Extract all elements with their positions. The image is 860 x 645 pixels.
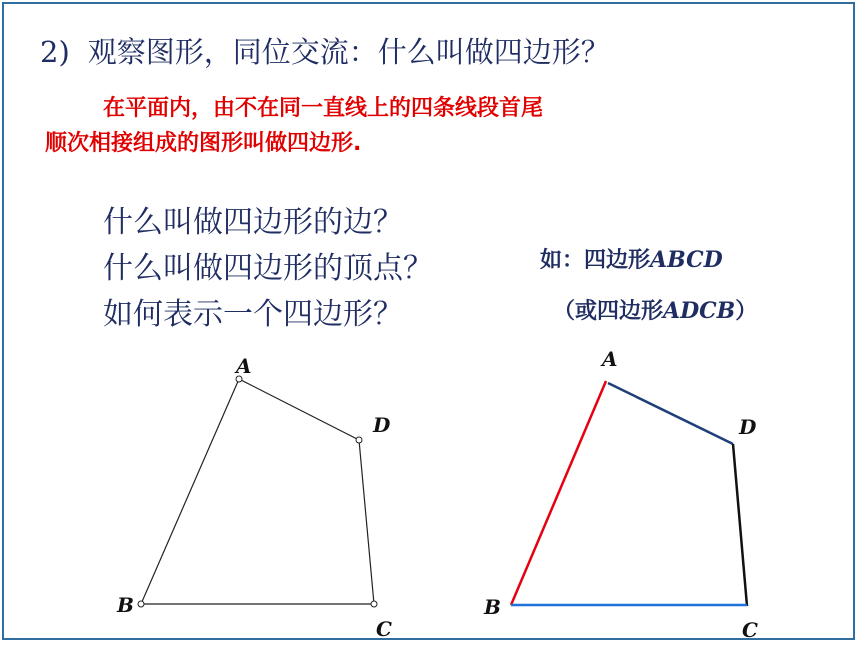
definition-line-1: 在平面内，由不在同一直线上的四条线段首尾 bbox=[103, 96, 544, 121]
left-label-d: D bbox=[373, 413, 391, 437]
question-notation: 如何表示一个四边形？ bbox=[103, 297, 403, 332]
right-label-a: A bbox=[602, 347, 618, 371]
right-label-b: B bbox=[484, 595, 501, 619]
left-label-a: A bbox=[236, 354, 252, 378]
right-label-d: D bbox=[739, 415, 757, 439]
question-edge: 什么叫做四边形的边？ bbox=[103, 205, 403, 240]
heading-text: 观察图形，同位交流：什么叫做四边形？ bbox=[87, 35, 610, 69]
definition-line-2: 顺次相接组成的图形叫做四边形. bbox=[45, 131, 362, 156]
quad-left-outline bbox=[141, 379, 374, 604]
side-dc bbox=[733, 444, 747, 606]
question-vertex: 什么叫做四边形的顶点？ bbox=[103, 251, 433, 286]
vertex-c-point bbox=[371, 601, 377, 607]
right-label-c: C bbox=[742, 618, 758, 642]
figure-right bbox=[483, 347, 758, 642]
vertex-b-point bbox=[138, 601, 144, 607]
example-suffix-2: ） bbox=[735, 298, 758, 324]
figure-left bbox=[116, 354, 392, 641]
example-name-2: ADCB bbox=[663, 298, 736, 324]
heading-number: 2) bbox=[40, 35, 70, 69]
left-label-c: C bbox=[376, 617, 392, 641]
side-ad bbox=[608, 383, 733, 444]
left-label-b: B bbox=[117, 593, 134, 617]
vertex-d-point bbox=[356, 437, 362, 443]
example-prefix-2: （或四边形 bbox=[553, 298, 664, 324]
example-name-1: ABCD bbox=[650, 247, 723, 273]
example-prefix-1: 如：四边形 bbox=[540, 247, 651, 273]
side-ab bbox=[511, 381, 606, 605]
